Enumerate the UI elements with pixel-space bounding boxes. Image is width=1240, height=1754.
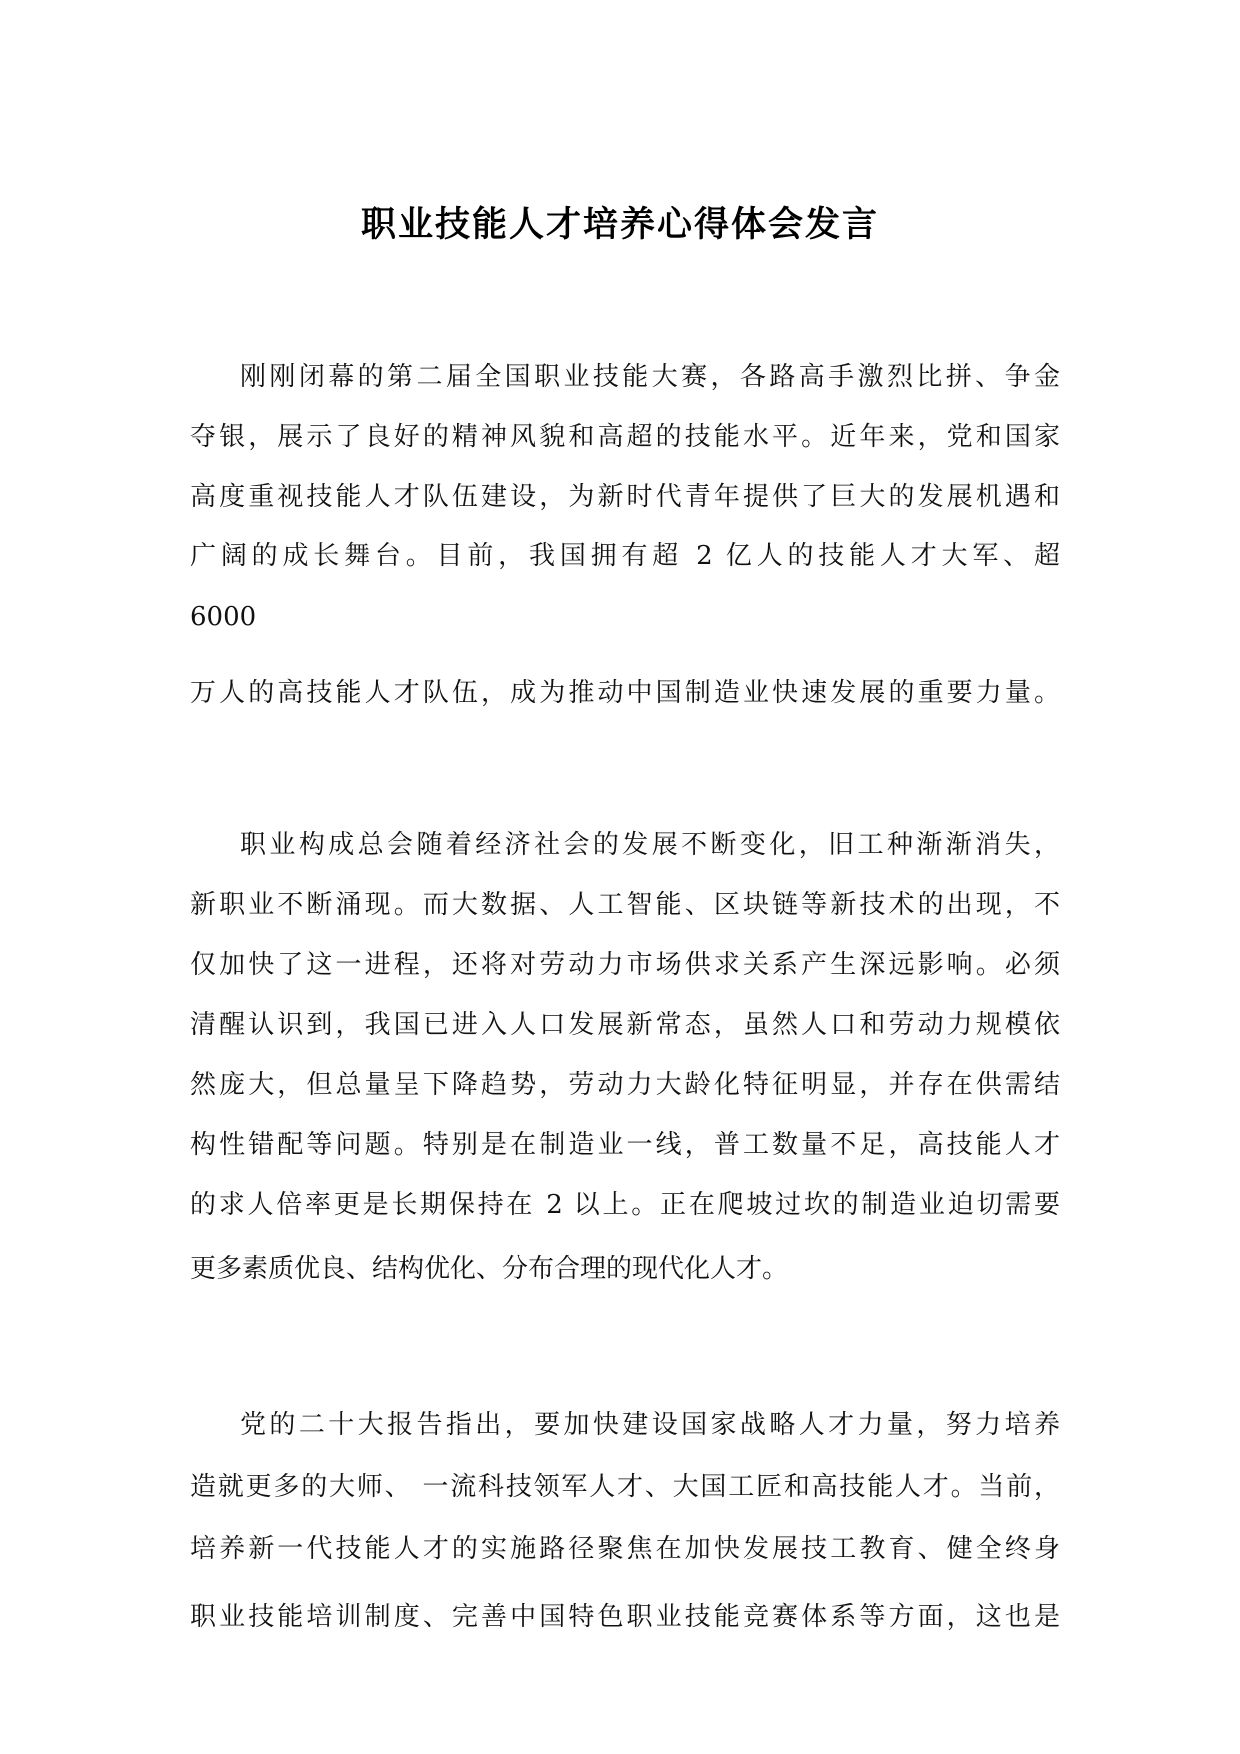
paragraph-1-line-6: 万人的高技能人才队伍，成为推动中国制造业快速发展的重要力量。 — [190, 678, 1060, 708]
paragraph-2-line-3: 仅加快了这一进程，还将对劳动力市场供求关系产生深远影响。必须 — [190, 950, 1060, 980]
paragraph-3-line-4: 职业技能培训制度、完善中国特色职业技能竞赛体系等方面，这也是 — [190, 1602, 1060, 1632]
paragraph-1-line-4: 广阔的成长舞台。目前，我国拥有超 2 亿人的技能人才大军、超 — [190, 541, 1060, 571]
paragraph-1-line-1: 刚刚闭幕的第二届全国职业技能大赛，各路高手激烈比拼、争金 — [240, 362, 1060, 392]
paragraph-1-line-3: 高度重视技能人才队伍建设，为新时代青年提供了巨大的发展机遇和 — [190, 482, 1060, 512]
paragraph-3-line-1: 党的二十大报告指出，要加快建设国家战略人才力量，努力培养 — [240, 1410, 1060, 1440]
paragraph-2-line-1: 职业构成总会随着经济社会的发展不断变化，旧工种渐渐消失， — [240, 830, 1060, 860]
paragraph-3-line-3: 培养新一代技能人才的实施路径聚焦在加快发展技工教育、健全终身 — [190, 1534, 1060, 1564]
paragraph-2-line-7: 的求人倍率更是长期保持在 2 以上。正在爬坡过坎的制造业迫切需要 — [190, 1190, 1060, 1220]
paragraph-2-line-2: 新职业不断涌现。而大数据、人工智能、区块链等新技术的出现，不 — [190, 890, 1060, 920]
paragraph-1-line-2: 夺银，展示了良好的精神风貌和高超的技能水平。近年来，党和国家 — [190, 422, 1060, 452]
paragraph-2-line-5: 然庞大，但总量呈下降趋势，劳动力大龄化特征明显，并存在供需结 — [190, 1070, 1060, 1100]
paragraph-2-line-6: 构性错配等问题。特别是在制造业一线，普工数量不足，高技能人才 — [190, 1130, 1060, 1160]
document-title: 职业技能人才培养心得体会发言 — [360, 205, 879, 245]
paragraph-2-line-4: 清醒认识到，我国已进入人口发展新常态，虽然人口和劳动力规模依 — [190, 1010, 1060, 1040]
paragraph-2-line-8: 更多素质优良、结构优化、分布合理的现代化人才。 — [190, 1254, 789, 1284]
paragraph-3-line-2: 造就更多的大师、 一流科技领军人才、大国工匠和高技能人才。当前， — [190, 1472, 1060, 1502]
paragraph-1-line-5: 6000 — [190, 602, 257, 632]
